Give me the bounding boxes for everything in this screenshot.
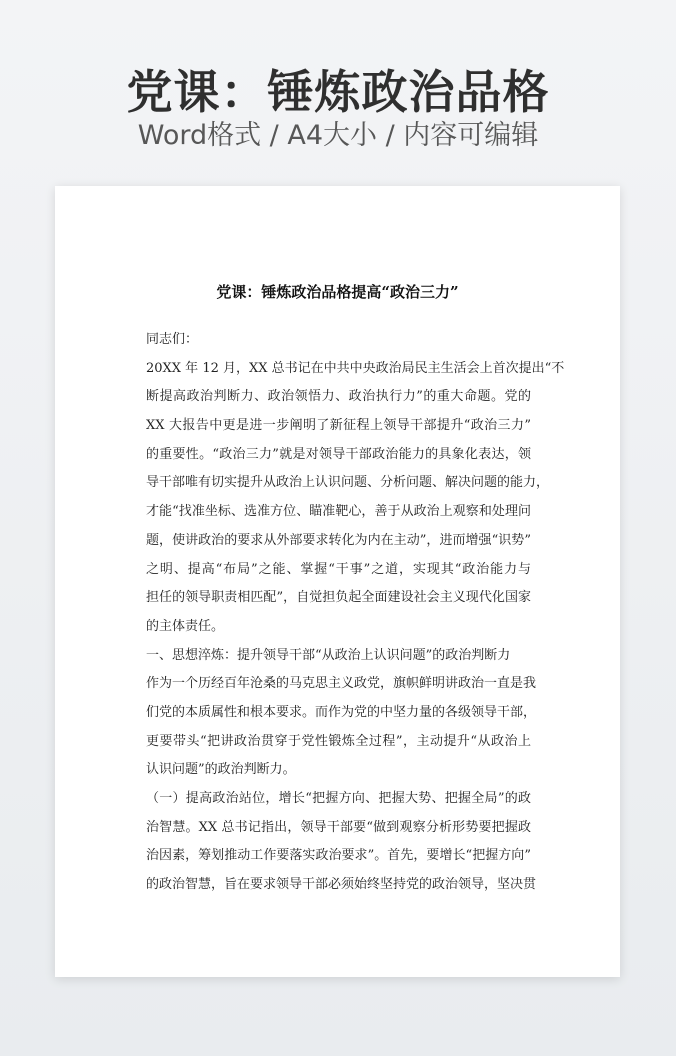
body-line: 们党的本质属性和根本要求。而作为党的中坚力量的各级领导干部， xyxy=(146,704,537,720)
body-line-greeting: 同志们： xyxy=(146,332,199,347)
body-line: 之明、提高“布局”之能、掌握“干事”之道，实现其“政治能力与 xyxy=(146,561,531,577)
body-line: 治因素，筹划推动工作要落实政治要求”。首先，要增长“把握方向” xyxy=(146,848,531,864)
body-line: 治智慧。XX 总书记指出，领导干部要“做到观察分析形势要把握政 xyxy=(146,819,531,835)
body-line: XX 大报告中更是进一步阐明了新征程上领导干部提升“政治三力” xyxy=(146,418,531,434)
document-body xyxy=(146,326,565,900)
body-line: 的重要性。“政治三力”就是对领导干部政治能力的具象化表达，领 xyxy=(146,446,531,462)
body-line: 的主体责任。 xyxy=(146,618,225,634)
body-line: 才能“找准坐标、选准方位、瞄准靶心，善于从政治上观察和处理问 xyxy=(146,504,531,520)
body-line: 20XX 年 12 月，XX 总书记在中共中央政治局民主生活会上首次提出“不 xyxy=(146,360,565,376)
body-line: 作为一个历经百年沧桑的马克思主义政党，旗帜鲜明讲政治一直是我 xyxy=(146,676,537,692)
body-line: 更要带头“把讲政治贯穿于党性锻炼全过程”，主动提升“从政治上 xyxy=(146,733,531,749)
subsection-heading: （一）提高政治站位，增长“把握方向、把握大势、把握全局”的政 xyxy=(146,791,531,806)
body-line: 担任的领导职责相匹配”，自觉担负起全面建设社会主义现代化国家 xyxy=(146,590,531,606)
body-line: 断提高政治判断力、政治领悟力、政治执行力”的重大命题。党的 xyxy=(146,389,531,405)
banner-title: 党课：锤炼政治品格 xyxy=(126,65,550,119)
body-line: 的政治智慧，旨在要求领导干部必须始终坚持党的政治领导，坚决贯 xyxy=(146,877,537,893)
banner-subtitle: Word格式 / A4大小 / 内容可编辑 xyxy=(137,120,539,151)
body-line: 导干部唯有切实提升从政治上认识问题、分析问题、解决问题的能力， xyxy=(146,475,550,491)
body-line: 认识问题”的政治判断力。 xyxy=(146,762,296,778)
section-heading: 一、思想淬炼：提升领导干部“从政治上认识问题”的政治判断力 xyxy=(146,647,511,663)
document-title: 党课：锤炼政治品格提高“政治三力” xyxy=(216,283,459,301)
document-page xyxy=(55,186,620,977)
body-line: 题，使讲政治的要求从外部要求转化为内在主动”，进而增强“识势” xyxy=(146,532,531,548)
